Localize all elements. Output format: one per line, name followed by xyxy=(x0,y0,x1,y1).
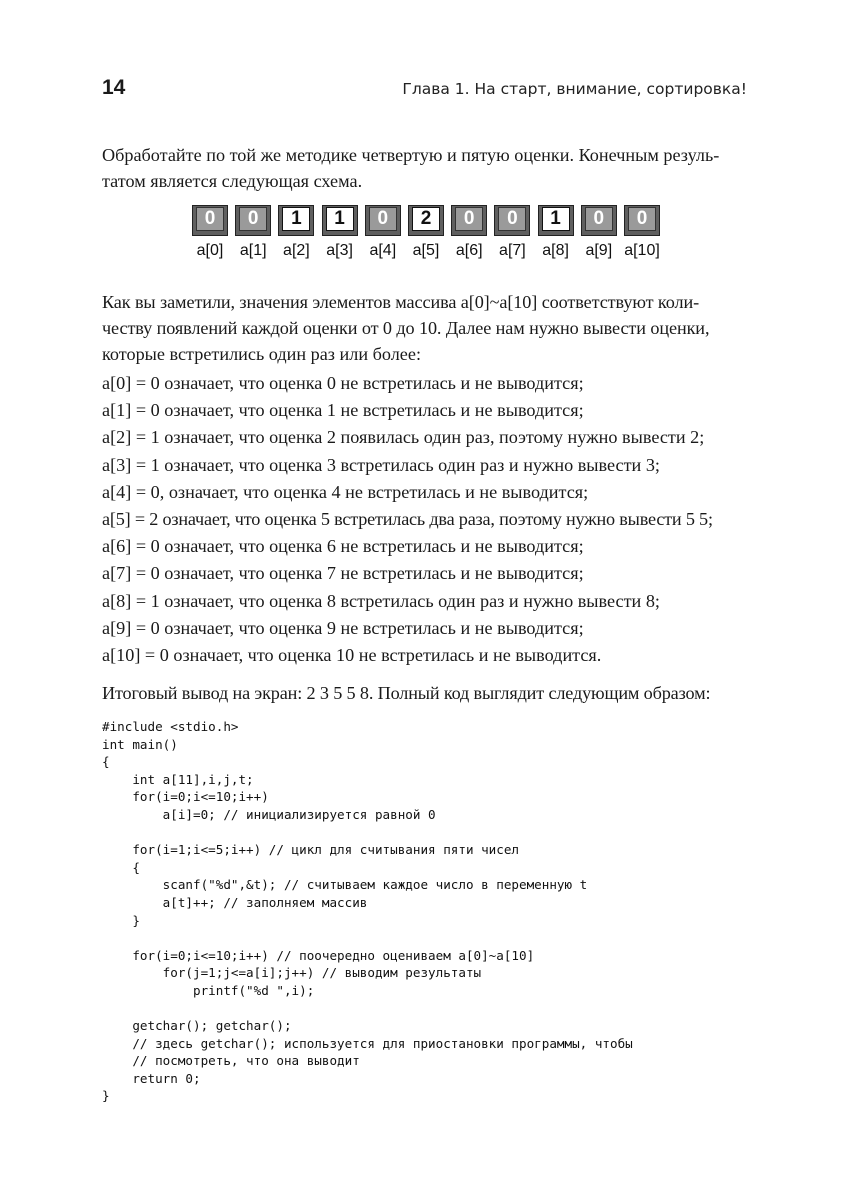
array-cell-value: 1 xyxy=(282,207,310,231)
text-line: Обработайте по той же методике четвертую и пятую оценки. Конечным резуль- xyxy=(102,145,720,165)
array-cell xyxy=(192,205,228,236)
code-line: for(i=0;i<=10;i++) // поочередно оцениваем a[0]~a[10] xyxy=(102,947,535,963)
array-cell-value: 0 xyxy=(196,207,224,231)
array-cell-value: 0 xyxy=(369,207,397,231)
array-cell xyxy=(624,205,660,236)
explanation-item: a[5] = 2 означает, что оценка 5 встретилась два раза, поэтому нужно вывести 5 5; xyxy=(102,508,713,529)
text-line: Итоговый вывод на экран: 2 3 5 5 8. Полный код выглядит следующим образом: xyxy=(102,683,711,703)
chapter-title: Глава 1. На старт, внимание, сортировка! xyxy=(402,80,747,98)
code-line: // здесь getchar(); используется для приостановки программы, чтобы xyxy=(102,1035,633,1051)
array-cell xyxy=(538,205,574,236)
text-line: Как вы заметили, значения элементов массива a[0]~a[10] соответствуют коли- xyxy=(102,292,700,312)
array-index-label: a[7] xyxy=(499,242,526,259)
array-cell xyxy=(494,205,530,236)
code-line: for(i=1;i<=5;i++) // цикл для считывания пяти чисел xyxy=(102,842,520,858)
code-line: } xyxy=(102,1088,110,1104)
array-index-label: a[1] xyxy=(239,242,267,259)
explanation-item: a[2] = 1 означает, что оценка 2 появилась один раз, поэтому нужно вывести 2; xyxy=(102,427,705,448)
code-listing xyxy=(102,718,633,1105)
explanation-item: a[8] = 1 означает, что оценка 8 встретилась один раз и нужно вывести 8; xyxy=(102,590,660,611)
explain-paragraph xyxy=(102,289,750,367)
code-line: getchar(); getchar(); xyxy=(102,1018,292,1034)
explanation-item: a[3] = 1 означает, что оценка 3 встретилась один раз и нужно вывести 3; xyxy=(102,454,660,475)
code-line: int a[11],i,j,t; xyxy=(102,771,254,787)
array-index-label: a[0] xyxy=(196,242,224,259)
array-index-label: a[10] xyxy=(624,242,660,259)
explanation-item: a[0] = 0 означает, что оценка 0 не встретилась и не выводится; xyxy=(102,373,584,393)
explanation-item: a[9] = 0 означает, что оценка 9 не встретилась и не выводится; xyxy=(102,617,584,638)
explanation-item: a[10] = 0 означает, что оценка 10 не встретилась и не выводится. xyxy=(102,644,602,665)
array-cell xyxy=(365,205,401,236)
explanation-item: a[7] = 0 означает, что оценка 7 не встретилась и не выводится; xyxy=(102,563,584,584)
code-line: // посмотреть, что она выводит xyxy=(102,1053,360,1069)
code-line: } xyxy=(102,912,140,928)
page-number: 14 xyxy=(102,76,126,99)
code-line: { xyxy=(102,754,110,770)
code-line: printf("%d ",i); xyxy=(102,982,315,998)
array-cell-value: 0 xyxy=(239,207,267,231)
text-line: которые встретились один раз или более: xyxy=(102,344,421,364)
code-line: for(j=1;j<=a[i];j++) // выводим результаты xyxy=(102,965,482,981)
code-line: return 0; xyxy=(102,1070,201,1086)
array-index-label: a[6] xyxy=(455,242,483,259)
array-cell xyxy=(451,205,487,236)
array-index-label: a[9] xyxy=(585,242,613,259)
output-paragraph xyxy=(102,680,750,706)
explanation-item: a[1] = 0 означает, что оценка 1 не встретилась и не выводится; xyxy=(102,400,584,421)
array-cell-value: 0 xyxy=(498,207,526,231)
array-cell xyxy=(581,205,617,236)
array-index-label: a[3] xyxy=(326,242,353,259)
text-line: честву появлений каждой оценки от 0 до 10. Далее нам нужно вывести оценки, xyxy=(102,318,710,338)
array-diagram xyxy=(192,205,662,265)
array-cell-value: 2 xyxy=(412,207,440,231)
code-line: a[t]++; // заполняем массив xyxy=(102,894,368,910)
array-cell xyxy=(408,205,444,236)
code-line xyxy=(102,824,633,842)
array-cell-value: 1 xyxy=(326,207,354,231)
text-line: татом является следующая схема. xyxy=(102,171,363,191)
code-line: a[i]=0; // инициализируется равной 0 xyxy=(102,806,436,822)
explanation-list xyxy=(102,370,713,669)
code-line xyxy=(102,1000,633,1018)
code-line: int main() xyxy=(102,736,178,752)
array-cell xyxy=(235,205,271,236)
code-line: { xyxy=(102,859,140,875)
array-cell xyxy=(278,205,314,236)
explanation-item: a[6] = 0 означает, что оценка 6 не встретилась и не выводится; xyxy=(102,536,584,557)
intro-paragraph xyxy=(102,142,750,194)
array-cell-value: 1 xyxy=(542,207,570,231)
array-cell xyxy=(322,205,358,236)
explanation-item: a[4] = 0, означает, что оценка 4 не встретилась и не выводится; xyxy=(102,481,589,502)
array-cell-value: 0 xyxy=(585,207,613,231)
array-cell-value: 0 xyxy=(628,207,656,231)
array-index-label: a[5] xyxy=(412,242,440,259)
array-index-label: a[8] xyxy=(542,242,569,259)
array-index-label: a[4] xyxy=(369,242,397,259)
array-index-label: a[2] xyxy=(283,242,310,259)
code-line: for(i=0;i<=10;i++) xyxy=(102,789,269,805)
code-line: #include <stdio.h> xyxy=(102,719,239,734)
code-line: scanf("%d",&t); // считываем каждое число в переменную t xyxy=(102,877,588,893)
array-cell-value: 0 xyxy=(455,207,483,231)
code-line xyxy=(102,929,633,947)
